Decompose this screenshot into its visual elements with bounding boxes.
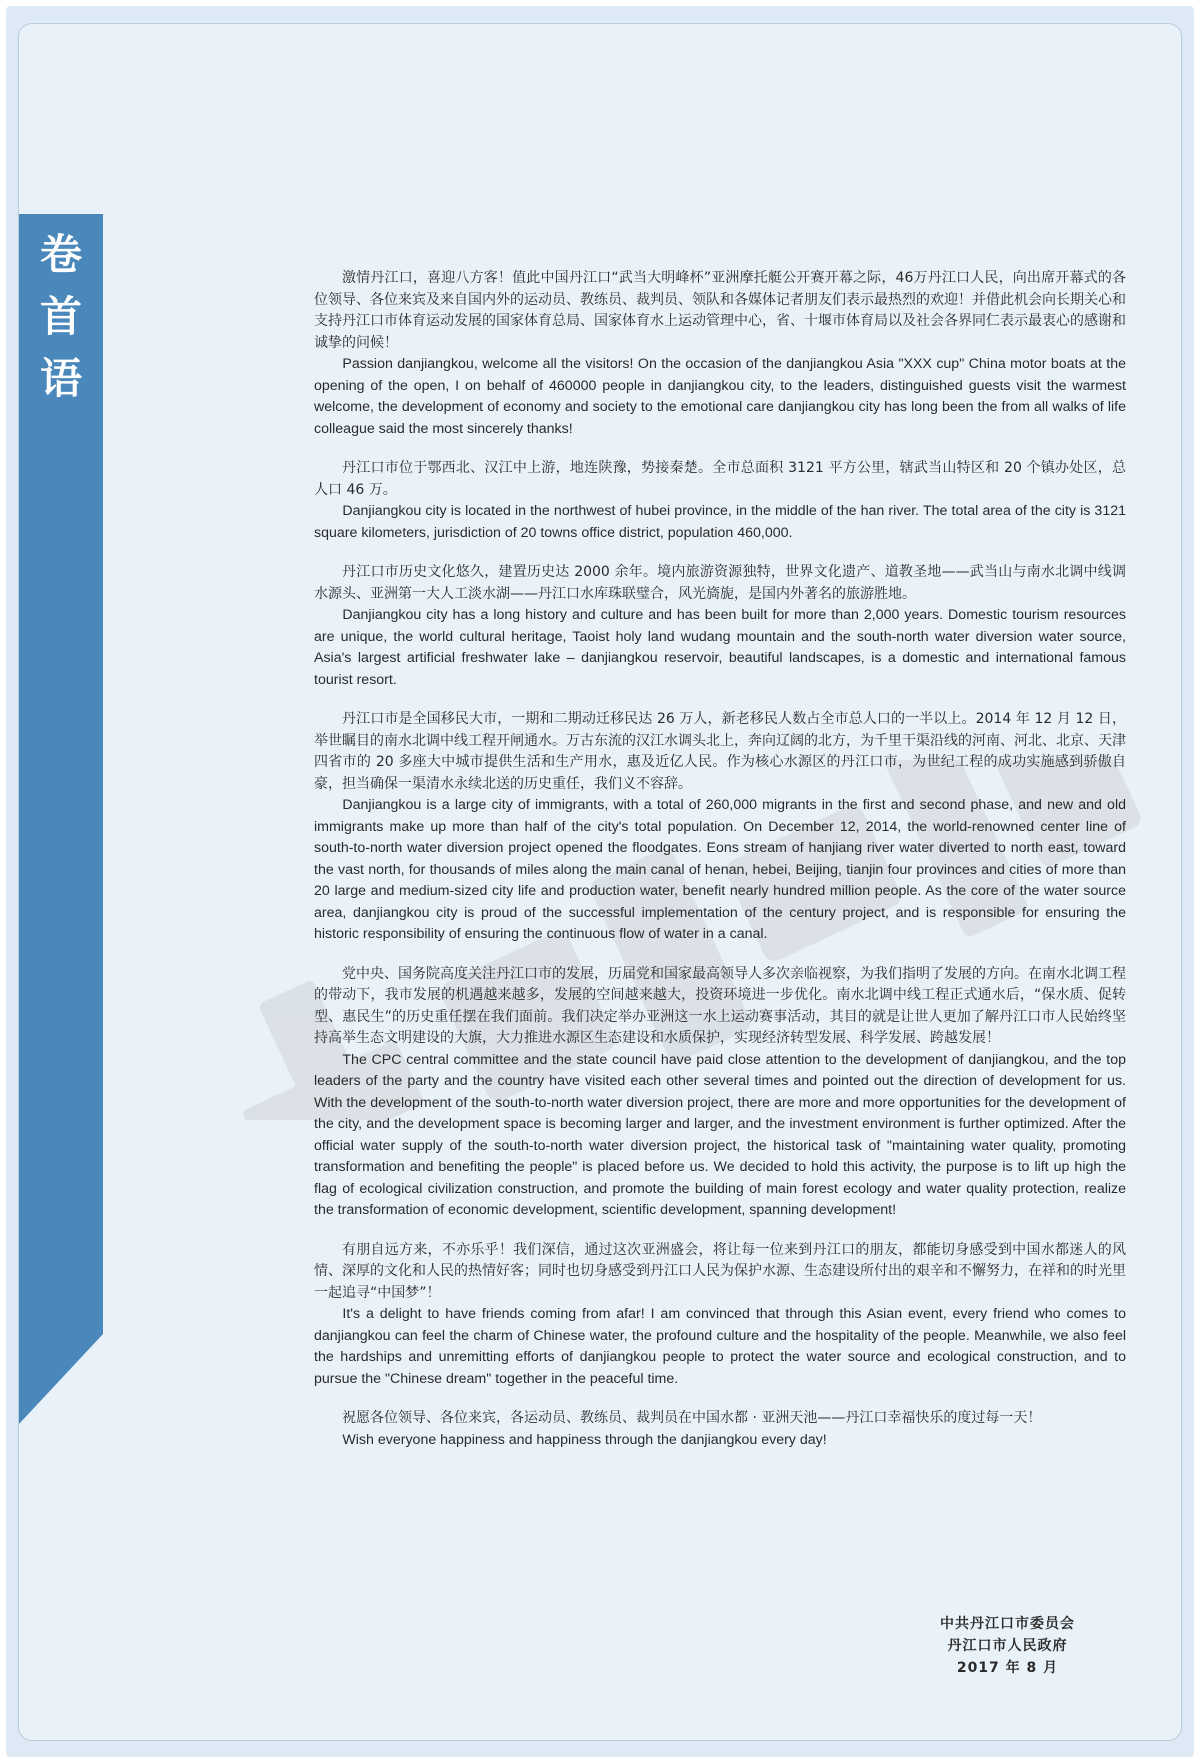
paragraph-cn: 有朋自远方来，不亦乐乎！我们深信，通过这次亚洲盛会，将让每一位来到丹江口的朋友，都能切身感受到中国水都迷人的风情、深厚的文化和人民的热情好客；同时也切身感受到丹江口人民为保护水源、生态建设所付出的艰辛和不懈努力，在祥和的时光里一起追寻“中国梦”！ — [314, 1241, 1126, 1301]
paragraph-en: Danjiangkou city has a long history and culture and has been built for more than 2,000 years. Domestic tourism resources are unique, the world cultural heritage, Taoist holy land wudang mountain and the south-north water diversion water source, Asia's largest artificial freshwater lake – danjiangkou reservoir, beautiful landscapes, is a domestic and international famous tourist resort. — [314, 607, 1126, 688]
paragraph-cn: 丹江口市位于鄂西北、汉江中上游，地连陕豫，势接秦楚。全市总面积 3121 平方公里，辖武当山特区和 20 个镇办处区，总人口 46 万。 — [314, 460, 1126, 498]
signature-date: 2017 年 8 月 — [956, 1660, 1059, 1676]
paragraph-cn: 党中央、国务院高度关注丹江口市的发展，历届党和国家最高领导人多次亲临视察，为我们指明了发展的方向。在南水北调工程的带动下，我市发展的机遇越来越多，发展的空间越来越大，投资环境进一步优化。南水北调中线工程正式通水后，“保水质、促转型、惠民生”的历史重任摆在我们面前。我们决定举办亚洲这一水上运动赛事活动，其目的就是让世人更加了解丹江口市人民始终坚持高举生态文明建设的大旗，大力推进水源区生态建设和水质保护，实现经济转型发展、科学发展、跨越发展！ — [314, 965, 1126, 1046]
paragraph-history — [314, 562, 1126, 691]
paragraph-cn: 祝愿各位领导、各位来宾，各运动员、教练员、裁判员在中国水都 · 亚洲天池——丹江口幸福快乐的度过每一天！ — [342, 1410, 1042, 1426]
paragraph-en: It's a delight to have friends coming from afar! I am convinced that through this Asian event, every friend who comes to danjiangkou can feel the charm of Chinese water, the profound culture and the hospitality of the people. Meanwhile, we also feel the hardships and unremitting efforts of danjiangkou people to protect the water source and ecological construction, and to pursue the "Chinese dream" together in the peaceful time. — [314, 1306, 1126, 1387]
paragraph-location — [314, 458, 1126, 544]
paragraph-closing — [314, 1408, 1126, 1451]
section-title — [19, 224, 103, 410]
paragraph-cn: 丹江口市历史文化悠久，建置历史达 2000 余年。境内旅游资源独特，世界文化遗产、道教圣地——武当山与南水北调中线调水源头、亚洲第一大人工淡水湖——丹江口水库珠联璧合，风光旖旎，是国内外著名的旅游胜地。 — [314, 564, 1126, 602]
paragraph-cn: 激情丹江口，喜迎八方客！值此中国丹江口“武当大明峰杯”亚洲摩托艇公开赛开幕之际，46万丹江口人民，向出席开幕式的各位领导、各位来宾及来自国内外的运动员、教练员、裁判员、领队和各媒体记者朋友们表示最热烈的欢迎！并借此机会向长期关心和支持丹江口市体育运动发展的国家体育总局、国家体育水上运动管理中心，省、十堰市体育局以及社会各界同仁表示最衷心的感谢和诚挚的问候！ — [314, 270, 1126, 351]
paragraph-development — [314, 964, 1126, 1222]
section-title-char-3: 语 — [39, 354, 82, 403]
signature-block — [940, 1613, 1075, 1679]
paragraph-migration — [314, 709, 1126, 946]
signature-org-government: 丹江口市人民政府 — [947, 1638, 1068, 1654]
paragraph-en: Danjiangkou is a large city of immigrants, with a total of 260,000 migrants in the first and second phase, and new and old immigrants make up more than half of the city's total population. On December 12, 2014, the world-renowned center line of south-to-north water diversion project opened the floodgates. Eons stream of hanjiang river water diverted to north east, toward the vast north, for thousands of miles along the main canal of henan, hebei, Beijing, tianjin four provinces and cities of more than 20 large and medium-sized city life and production water, benefit nearly hundred million people. As the core of the water source area, danjiangkou city is proud of the successful implementation of the century project, and is responsible for ensuring the historic responsibility of ensuring the continuous flow of water in a canal. — [314, 797, 1126, 942]
paragraph-cn: 丹江口市是全国移民大市，一期和二期动迁移民达 26 万人，新老移民人数占全市总人口的一半以上。2014 年 12 月 12 日，举世瞩目的南水北调中线工程开闸通水。万古东流的汉江水调头北上，奔向辽阔的北方，为千里干渠沿线的河南、河北、北京、天津四省市的 20 多座大中城市提供生活和生产用水，惠及近亿人民。作为核心水源区的丹江口市，为世纪工程的成功实施感到骄傲自豪，担当确保一渠清水永续北送的历史重任，我们义不容辞。 — [314, 711, 1126, 792]
section-title-char-2: 首 — [39, 292, 82, 341]
paragraph-en: Wish everyone happiness and happiness through the danjiangkou every day! — [342, 1431, 827, 1448]
paragraph-welcome — [314, 268, 1126, 440]
paragraph-friends — [314, 1240, 1126, 1391]
paragraph-en: Danjiangkou city is located in the northwest of hubei province, in the middle of the han river. The total area of the city is 3121 square kilometers, jurisdiction of 20 towns office district, population 460,000. — [314, 503, 1126, 541]
preface-body — [314, 268, 1126, 1469]
signature-org-committee: 中共丹江口市委员会 — [940, 1616, 1075, 1632]
paragraph-en: The CPC central committee and the state council have paid close attention to the development of danjiangkou, and the top leaders of the party and the country have visited each other several times and pointed out the direction of development for us. With the development of the south-to-north water diversion project, there are more and more opportunities for the development of the city, and the development space is becoming larger and larger, and the investment environment is further optimized. After the official water supply of the south-to-north water diversion project, the historical task of "maintaining water quality, promoting transformation and benefiting the people" is placed before us. We decided to hold this activity, the purpose is to lift up high the flag of ecological civilization construction, and promote the building of main forest ecology and water quality protection, realize the transformation of economic development, scientific development, spanning development! — [314, 1051, 1126, 1218]
section-title-char-1: 卷 — [39, 230, 82, 279]
paragraph-en: Passion danjiangkou, welcome all the visitors! On the occasion of the danjiangkou Asia "XXX cup" China motor boats at the opening of the open, I on behalf of 460000 people in danjiangkou city, to the leaders, distinguished guests visit the warmest welcome, the development of economy and society to the emotional care danjiangkou city has long been the from all walks of life colleague said the most sincerely thanks! — [314, 356, 1126, 437]
